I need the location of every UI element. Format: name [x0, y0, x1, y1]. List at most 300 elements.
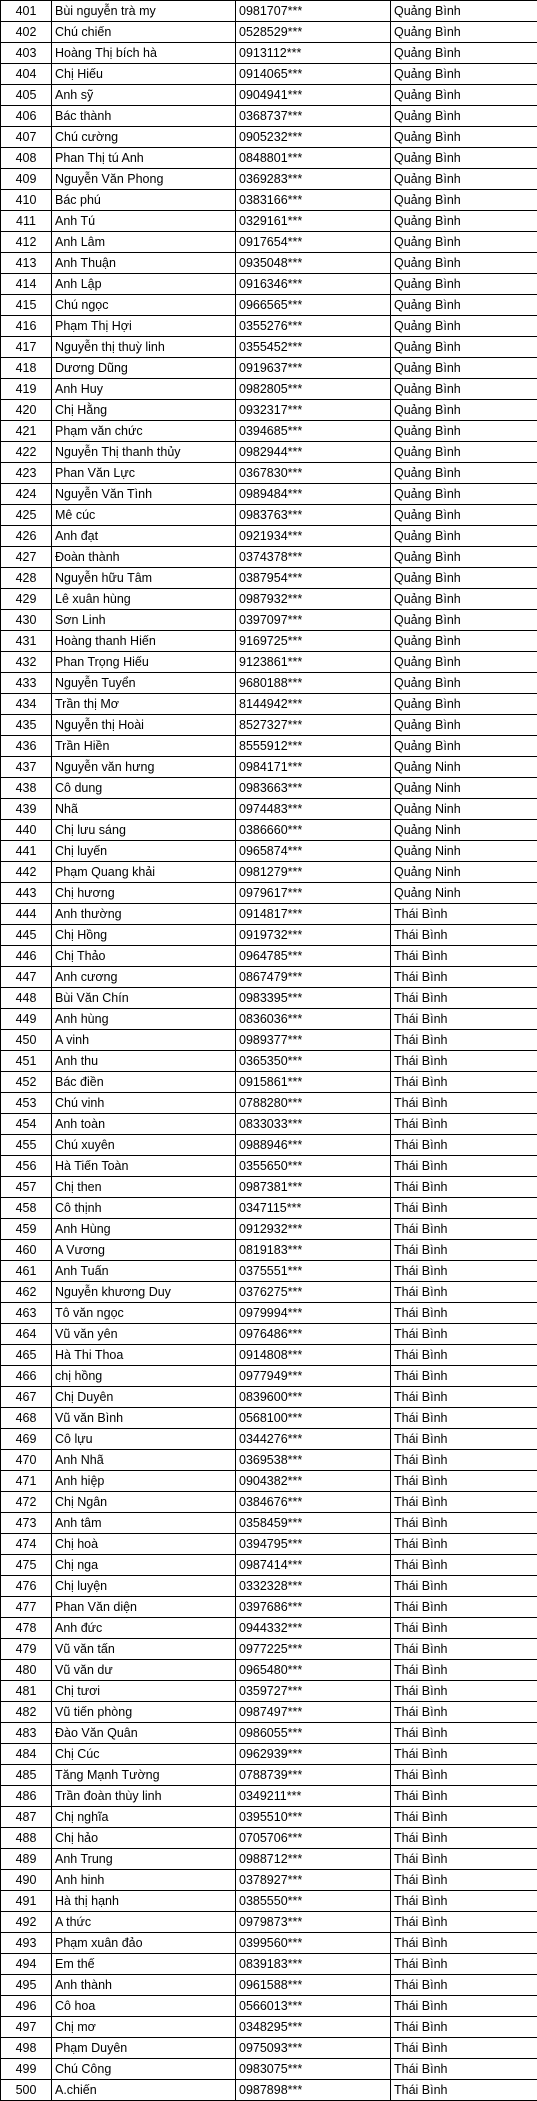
province-cell[interactable]: Quảng Bình	[391, 358, 537, 379]
phone-cell[interactable]: 0983763***	[236, 505, 391, 526]
phone-cell[interactable]: 0989377***	[236, 1030, 391, 1051]
row-number-cell[interactable]: 419	[1, 379, 52, 400]
row-number-cell[interactable]: 479	[1, 1639, 52, 1660]
phone-cell[interactable]: 0965874***	[236, 841, 391, 862]
province-cell[interactable]: Quảng Bình	[391, 211, 537, 232]
phone-cell[interactable]: 0919732***	[236, 925, 391, 946]
province-cell[interactable]: Thái Bình	[391, 1660, 537, 1681]
row-number-cell[interactable]: 469	[1, 1429, 52, 1450]
row-number-cell[interactable]: 486	[1, 1786, 52, 1807]
row-number-cell[interactable]: 463	[1, 1303, 52, 1324]
row-number-cell[interactable]: 488	[1, 1828, 52, 1849]
phone-cell[interactable]: 0399560***	[236, 1933, 391, 1954]
row-number-cell[interactable]: 474	[1, 1534, 52, 1555]
phone-cell[interactable]: 0974483***	[236, 799, 391, 820]
row-number-cell[interactable]: 480	[1, 1660, 52, 1681]
name-cell[interactable]: Nguyễn khương Duy	[52, 1282, 236, 1303]
province-cell[interactable]: Quảng Bình	[391, 400, 537, 421]
phone-cell[interactable]: 0347115***	[236, 1198, 391, 1219]
name-cell[interactable]: Nguyễn Tuyển	[52, 673, 236, 694]
name-cell[interactable]: Hà Thi Thoa	[52, 1345, 236, 1366]
phone-cell[interactable]: 0369538***	[236, 1450, 391, 1471]
province-cell[interactable]: Thái Bình	[391, 1303, 537, 1324]
province-cell[interactable]: Thái Bình	[391, 1450, 537, 1471]
phone-cell[interactable]: 0355276***	[236, 316, 391, 337]
row-number-cell[interactable]: 455	[1, 1135, 52, 1156]
phone-cell[interactable]: 0981707***	[236, 1, 391, 22]
name-cell[interactable]: chị hồng	[52, 1366, 236, 1387]
phone-cell[interactable]: 0378927***	[236, 1870, 391, 1891]
province-cell[interactable]: Quảng Bình	[391, 610, 537, 631]
phone-cell[interactable]: 0979994***	[236, 1303, 391, 1324]
phone-cell[interactable]: 0355650***	[236, 1156, 391, 1177]
row-number-cell[interactable]: 408	[1, 148, 52, 169]
name-cell[interactable]: Cô thịnh	[52, 1198, 236, 1219]
row-number-cell[interactable]: 413	[1, 253, 52, 274]
phone-cell[interactable]: 0348295***	[236, 2017, 391, 2038]
province-cell[interactable]: Thái Bình	[391, 1387, 537, 1408]
province-cell[interactable]: Thái Bình	[391, 1618, 537, 1639]
row-number-cell[interactable]: 471	[1, 1471, 52, 1492]
row-number-cell[interactable]: 406	[1, 106, 52, 127]
phone-cell[interactable]: 8527327***	[236, 715, 391, 736]
phone-cell[interactable]: 0988946***	[236, 1135, 391, 1156]
name-cell[interactable]: Phan Văn Lực	[52, 463, 236, 484]
province-cell[interactable]: Thái Bình	[391, 1723, 537, 1744]
row-number-cell[interactable]: 434	[1, 694, 52, 715]
row-number-cell[interactable]: 472	[1, 1492, 52, 1513]
name-cell[interactable]: Anh Thuận	[52, 253, 236, 274]
name-cell[interactable]: Anh Lâm	[52, 232, 236, 253]
row-number-cell[interactable]: 458	[1, 1198, 52, 1219]
row-number-cell[interactable]: 448	[1, 988, 52, 1009]
province-cell[interactable]: Thái Bình	[391, 1807, 537, 1828]
phone-cell[interactable]: 0358459***	[236, 1513, 391, 1534]
province-cell[interactable]: Quảng Bình	[391, 106, 537, 127]
row-number-cell[interactable]: 417	[1, 337, 52, 358]
row-number-cell[interactable]: 424	[1, 484, 52, 505]
name-cell[interactable]: A Vương	[52, 1240, 236, 1261]
row-number-cell[interactable]: 460	[1, 1240, 52, 1261]
row-number-cell[interactable]: 498	[1, 2038, 52, 2059]
province-cell[interactable]: Quảng Bình	[391, 484, 537, 505]
row-number-cell[interactable]: 441	[1, 841, 52, 862]
province-cell[interactable]: Thái Bình	[391, 1009, 537, 1030]
row-number-cell[interactable]: 485	[1, 1765, 52, 1786]
province-cell[interactable]: Quảng Ninh	[391, 820, 537, 841]
name-cell[interactable]: Anh Lập	[52, 274, 236, 295]
province-cell[interactable]: Quảng Bình	[391, 379, 537, 400]
name-cell[interactable]: Sơn Linh	[52, 610, 236, 631]
phone-cell[interactable]: 0329161***	[236, 211, 391, 232]
province-cell[interactable]: Quảng Bình	[391, 253, 537, 274]
province-cell[interactable]: Thái Bình	[391, 1072, 537, 1093]
row-number-cell[interactable]: 415	[1, 295, 52, 316]
row-number-cell[interactable]: 484	[1, 1744, 52, 1765]
row-number-cell[interactable]: 440	[1, 820, 52, 841]
row-number-cell[interactable]: 423	[1, 463, 52, 484]
phone-cell[interactable]: 0904382***	[236, 1471, 391, 1492]
phone-cell[interactable]: 0916346***	[236, 274, 391, 295]
name-cell[interactable]: Anh tâm	[52, 1513, 236, 1534]
name-cell[interactable]: Tô văn ngọc	[52, 1303, 236, 1324]
province-cell[interactable]: Thái Bình	[391, 1828, 537, 1849]
province-cell[interactable]: Thái Bình	[391, 1240, 537, 1261]
row-number-cell[interactable]: 410	[1, 190, 52, 211]
row-number-cell[interactable]: 477	[1, 1597, 52, 1618]
phone-cell[interactable]: 0961588***	[236, 1975, 391, 1996]
phone-cell[interactable]: 9680188***	[236, 673, 391, 694]
name-cell[interactable]: Bác điền	[52, 1072, 236, 1093]
name-cell[interactable]: Anh hinh	[52, 1870, 236, 1891]
row-number-cell[interactable]: 438	[1, 778, 52, 799]
phone-cell[interactable]: 0867479***	[236, 967, 391, 988]
row-number-cell[interactable]: 418	[1, 358, 52, 379]
phone-cell[interactable]: 0397097***	[236, 610, 391, 631]
row-number-cell[interactable]: 467	[1, 1387, 52, 1408]
name-cell[interactable]: Bùi nguyễn trà my	[52, 1, 236, 22]
phone-cell[interactable]: 0987932***	[236, 589, 391, 610]
phone-cell[interactable]: 0982805***	[236, 379, 391, 400]
province-cell[interactable]: Thái Bình	[391, 1324, 537, 1345]
row-number-cell[interactable]: 435	[1, 715, 52, 736]
phone-cell[interactable]: 0566013***	[236, 1996, 391, 2017]
province-cell[interactable]: Quảng Bình	[391, 190, 537, 211]
phone-cell[interactable]: 0979617***	[236, 883, 391, 904]
name-cell[interactable]: Chị nghĩa	[52, 1807, 236, 1828]
row-number-cell[interactable]: 487	[1, 1807, 52, 1828]
province-cell[interactable]: Thái Bình	[391, 2059, 537, 2080]
province-cell[interactable]: Quảng Bình	[391, 64, 537, 85]
name-cell[interactable]: Chị mơ	[52, 2017, 236, 2038]
phone-cell[interactable]: 0344276***	[236, 1429, 391, 1450]
phone-cell[interactable]: 0905232***	[236, 127, 391, 148]
phone-cell[interactable]: 0848801***	[236, 148, 391, 169]
phone-cell[interactable]: 0965480***	[236, 1660, 391, 1681]
name-cell[interactable]: Chú vinh	[52, 1093, 236, 1114]
phone-cell[interactable]: 0365350***	[236, 1051, 391, 1072]
phone-cell[interactable]: 0395510***	[236, 1807, 391, 1828]
phone-cell[interactable]: 0984171***	[236, 757, 391, 778]
name-cell[interactable]: Anh đức	[52, 1618, 236, 1639]
name-cell[interactable]: A.chiến	[52, 2080, 236, 2101]
name-cell[interactable]: Nhã	[52, 799, 236, 820]
name-cell[interactable]: Anh Hùng	[52, 1219, 236, 1240]
name-cell[interactable]: Anh cương	[52, 967, 236, 988]
phone-cell[interactable]: 0935048***	[236, 253, 391, 274]
phone-cell[interactable]: 0975093***	[236, 2038, 391, 2059]
phone-cell[interactable]: 0979873***	[236, 1912, 391, 1933]
name-cell[interactable]: Chị nga	[52, 1555, 236, 1576]
row-number-cell[interactable]: 447	[1, 967, 52, 988]
name-cell[interactable]: Chú chiến	[52, 22, 236, 43]
name-cell[interactable]: Đoàn thành	[52, 547, 236, 568]
name-cell[interactable]: Hoàng thanh Hiến	[52, 631, 236, 652]
row-number-cell[interactable]: 495	[1, 1975, 52, 1996]
phone-cell[interactable]: 0912932***	[236, 1219, 391, 1240]
name-cell[interactable]: Lê xuân hùng	[52, 589, 236, 610]
name-cell[interactable]: Bác phú	[52, 190, 236, 211]
name-cell[interactable]: Vũ văn yên	[52, 1324, 236, 1345]
row-number-cell[interactable]: 497	[1, 2017, 52, 2038]
name-cell[interactable]: Chị luyến	[52, 841, 236, 862]
name-cell[interactable]: Anh Trung	[52, 1849, 236, 1870]
row-number-cell[interactable]: 475	[1, 1555, 52, 1576]
province-cell[interactable]: Thái Bình	[391, 1933, 537, 1954]
phone-cell[interactable]: 0528529***	[236, 22, 391, 43]
row-number-cell[interactable]: 482	[1, 1702, 52, 1723]
province-cell[interactable]: Quảng Bình	[391, 127, 537, 148]
province-cell[interactable]: Quảng Ninh	[391, 778, 537, 799]
province-cell[interactable]: Thái Bình	[391, 1996, 537, 2017]
row-number-cell[interactable]: 439	[1, 799, 52, 820]
province-cell[interactable]: Quảng Bình	[391, 169, 537, 190]
phone-cell[interactable]: 0988712***	[236, 1849, 391, 1870]
name-cell[interactable]: Chị lưu sáng	[52, 820, 236, 841]
province-cell[interactable]: Quảng Bình	[391, 547, 537, 568]
phone-cell[interactable]: 0914065***	[236, 64, 391, 85]
province-cell[interactable]: Quảng Bình	[391, 337, 537, 358]
name-cell[interactable]: Anh thu	[52, 1051, 236, 1072]
row-number-cell[interactable]: 466	[1, 1366, 52, 1387]
row-number-cell[interactable]: 461	[1, 1261, 52, 1282]
province-cell[interactable]: Quảng Bình	[391, 421, 537, 442]
row-number-cell[interactable]: 403	[1, 43, 52, 64]
phone-cell[interactable]: 0944332***	[236, 1618, 391, 1639]
phone-cell[interactable]: 0833033***	[236, 1114, 391, 1135]
row-number-cell[interactable]: 490	[1, 1870, 52, 1891]
province-cell[interactable]: Quảng Bình	[391, 85, 537, 106]
name-cell[interactable]: Anh Huy	[52, 379, 236, 400]
name-cell[interactable]: A thức	[52, 1912, 236, 1933]
name-cell[interactable]: Nguyễn Thị thanh thủy	[52, 442, 236, 463]
row-number-cell[interactable]: 481	[1, 1681, 52, 1702]
phone-cell[interactable]: 0962939***	[236, 1744, 391, 1765]
row-number-cell[interactable]: 416	[1, 316, 52, 337]
phone-cell[interactable]: 0839183***	[236, 1954, 391, 1975]
phone-cell[interactable]: 0788280***	[236, 1093, 391, 1114]
row-number-cell[interactable]: 462	[1, 1282, 52, 1303]
name-cell[interactable]: Nguyễn thị Hoài	[52, 715, 236, 736]
name-cell[interactable]: Anh Tuấn	[52, 1261, 236, 1282]
row-number-cell[interactable]: 442	[1, 862, 52, 883]
province-cell[interactable]: Quảng Bình	[391, 568, 537, 589]
name-cell[interactable]: Cô hoa	[52, 1996, 236, 2017]
province-cell[interactable]: Quảng Bình	[391, 43, 537, 64]
province-cell[interactable]: Thái Bình	[391, 1030, 537, 1051]
province-cell[interactable]: Quảng Bình	[391, 673, 537, 694]
row-number-cell[interactable]: 476	[1, 1576, 52, 1597]
province-cell[interactable]: Thái Bình	[391, 1366, 537, 1387]
phone-cell[interactable]: 0386660***	[236, 820, 391, 841]
province-cell[interactable]: Quảng Bình	[391, 1, 537, 22]
phone-cell[interactable]: 0394685***	[236, 421, 391, 442]
phone-cell[interactable]: 0986055***	[236, 1723, 391, 1744]
name-cell[interactable]: Anh hùng	[52, 1009, 236, 1030]
phone-cell[interactable]: 0982944***	[236, 442, 391, 463]
row-number-cell[interactable]: 452	[1, 1072, 52, 1093]
row-number-cell[interactable]: 431	[1, 631, 52, 652]
phone-cell[interactable]: 0349211***	[236, 1786, 391, 1807]
row-number-cell[interactable]: 443	[1, 883, 52, 904]
phone-cell[interactable]: 0355452***	[236, 337, 391, 358]
row-number-cell[interactable]: 437	[1, 757, 52, 778]
name-cell[interactable]: Anh Tú	[52, 211, 236, 232]
phone-cell[interactable]: 0384676***	[236, 1492, 391, 1513]
row-number-cell[interactable]: 493	[1, 1933, 52, 1954]
province-cell[interactable]: Thái Bình	[391, 946, 537, 967]
province-cell[interactable]: Quảng Bình	[391, 148, 537, 169]
row-number-cell[interactable]: 491	[1, 1891, 52, 1912]
phone-cell[interactable]: 0987898***	[236, 2080, 391, 2101]
province-cell[interactable]: Thái Bình	[391, 1156, 537, 1177]
province-cell[interactable]: Quảng Bình	[391, 736, 537, 757]
province-cell[interactable]: Quảng Bình	[391, 442, 537, 463]
name-cell[interactable]: Vũ văn Bình	[52, 1408, 236, 1429]
phone-cell[interactable]: 0568100***	[236, 1408, 391, 1429]
row-number-cell[interactable]: 414	[1, 274, 52, 295]
name-cell[interactable]: Phạm xuân đảo	[52, 1933, 236, 1954]
province-cell[interactable]: Thái Bình	[391, 1786, 537, 1807]
name-cell[interactable]: Chú xuyên	[52, 1135, 236, 1156]
name-cell[interactable]: Chị Hồng	[52, 925, 236, 946]
name-cell[interactable]: Chị Hằng	[52, 400, 236, 421]
name-cell[interactable]: Anh sỹ	[52, 85, 236, 106]
row-number-cell[interactable]: 451	[1, 1051, 52, 1072]
phone-cell[interactable]: 0705706***	[236, 1828, 391, 1849]
phone-cell[interactable]: 0966565***	[236, 295, 391, 316]
row-number-cell[interactable]: 427	[1, 547, 52, 568]
province-cell[interactable]: Thái Bình	[391, 1219, 537, 1240]
name-cell[interactable]: Chị Ngân	[52, 1492, 236, 1513]
province-cell[interactable]: Thái Bình	[391, 1849, 537, 1870]
name-cell[interactable]: Chú cường	[52, 127, 236, 148]
name-cell[interactable]: Anh thành	[52, 1975, 236, 1996]
row-number-cell[interactable]: 412	[1, 232, 52, 253]
province-cell[interactable]: Thái Bình	[391, 1975, 537, 1996]
row-number-cell[interactable]: 464	[1, 1324, 52, 1345]
phone-cell[interactable]: 0836036***	[236, 1009, 391, 1030]
phone-cell[interactable]: 0375551***	[236, 1261, 391, 1282]
row-number-cell[interactable]: 402	[1, 22, 52, 43]
name-cell[interactable]: Chị hảo	[52, 1828, 236, 1849]
province-cell[interactable]: Thái Bình	[391, 1408, 537, 1429]
row-number-cell[interactable]: 468	[1, 1408, 52, 1429]
phone-cell[interactable]: 0987497***	[236, 1702, 391, 1723]
province-cell[interactable]: Quảng Ninh	[391, 841, 537, 862]
province-cell[interactable]: Thái Bình	[391, 1513, 537, 1534]
province-cell[interactable]: Thái Bình	[391, 1345, 537, 1366]
phone-cell[interactable]: 0915861***	[236, 1072, 391, 1093]
name-cell[interactable]: Hoàng Thị bích hà	[52, 43, 236, 64]
row-number-cell[interactable]: 478	[1, 1618, 52, 1639]
name-cell[interactable]: Bác thành	[52, 106, 236, 127]
phone-cell[interactable]: 0788739***	[236, 1765, 391, 1786]
province-cell[interactable]: Quảng Bình	[391, 631, 537, 652]
row-number-cell[interactable]: 470	[1, 1450, 52, 1471]
province-cell[interactable]: Quảng Ninh	[391, 883, 537, 904]
province-cell[interactable]: Quảng Bình	[391, 505, 537, 526]
phone-cell[interactable]: 0914817***	[236, 904, 391, 925]
phone-cell[interactable]: 0914808***	[236, 1345, 391, 1366]
province-cell[interactable]: Thái Bình	[391, 2017, 537, 2038]
name-cell[interactable]: Phạm Duyên	[52, 2038, 236, 2059]
row-number-cell[interactable]: 421	[1, 421, 52, 442]
phone-cell[interactable]: 0976486***	[236, 1324, 391, 1345]
province-cell[interactable]: Thái Bình	[391, 1555, 537, 1576]
province-cell[interactable]: Thái Bình	[391, 1135, 537, 1156]
name-cell[interactable]: Đào Văn Quân	[52, 1723, 236, 1744]
province-cell[interactable]: Quảng Bình	[391, 295, 537, 316]
phone-cell[interactable]: 0369283***	[236, 169, 391, 190]
name-cell[interactable]: Nguyễn Văn Tình	[52, 484, 236, 505]
province-cell[interactable]: Quảng Bình	[391, 526, 537, 547]
name-cell[interactable]: Chú ngọc	[52, 295, 236, 316]
name-cell[interactable]: Trần đoàn thùy linh	[52, 1786, 236, 1807]
phone-cell[interactable]: 0397686***	[236, 1597, 391, 1618]
province-cell[interactable]: Thái Bình	[391, 1261, 537, 1282]
name-cell[interactable]: Trần Hiền	[52, 736, 236, 757]
name-cell[interactable]: Phan Trọng Hiếu	[52, 652, 236, 673]
name-cell[interactable]: Cô lựu	[52, 1429, 236, 1450]
row-number-cell[interactable]: 407	[1, 127, 52, 148]
phone-cell[interactable]: 0332328***	[236, 1576, 391, 1597]
phone-cell[interactable]: 0977225***	[236, 1639, 391, 1660]
phone-cell[interactable]: 8144942***	[236, 694, 391, 715]
row-number-cell[interactable]: 404	[1, 64, 52, 85]
province-cell[interactable]: Thái Bình	[391, 1198, 537, 1219]
row-number-cell[interactable]: 422	[1, 442, 52, 463]
row-number-cell[interactable]: 405	[1, 85, 52, 106]
province-cell[interactable]: Thái Bình	[391, 1639, 537, 1660]
name-cell[interactable]: Chị then	[52, 1177, 236, 1198]
phone-cell[interactable]: 0819183***	[236, 1240, 391, 1261]
name-cell[interactable]: Phạm Quang khải	[52, 862, 236, 883]
name-cell[interactable]: Bùi Văn Chín	[52, 988, 236, 1009]
province-cell[interactable]: Quảng Bình	[391, 22, 537, 43]
phone-cell[interactable]: 0385550***	[236, 1891, 391, 1912]
province-cell[interactable]: Thái Bình	[391, 1891, 537, 1912]
phone-cell[interactable]: 0987381***	[236, 1177, 391, 1198]
name-cell[interactable]: Chị hoà	[52, 1534, 236, 1555]
name-cell[interactable]: Trần thị Mơ	[52, 694, 236, 715]
province-cell[interactable]: Thái Bình	[391, 1744, 537, 1765]
province-cell[interactable]: Thái Bình	[391, 1870, 537, 1891]
name-cell[interactable]: Vũ tiến phòng	[52, 1702, 236, 1723]
row-number-cell[interactable]: 473	[1, 1513, 52, 1534]
row-number-cell[interactable]: 411	[1, 211, 52, 232]
row-number-cell[interactable]: 432	[1, 652, 52, 673]
name-cell[interactable]: A vinh	[52, 1030, 236, 1051]
phone-cell[interactable]: 0394795***	[236, 1534, 391, 1555]
name-cell[interactable]: Anh thường	[52, 904, 236, 925]
phone-cell[interactable]: 0904941***	[236, 85, 391, 106]
province-cell[interactable]: Thái Bình	[391, 925, 537, 946]
phone-cell[interactable]: 0374378***	[236, 547, 391, 568]
phone-cell[interactable]: 0983075***	[236, 2059, 391, 2080]
name-cell[interactable]: Mê cúc	[52, 505, 236, 526]
row-number-cell[interactable]: 459	[1, 1219, 52, 1240]
province-cell[interactable]: Thái Bình	[391, 904, 537, 925]
phone-cell[interactable]: 0368737***	[236, 106, 391, 127]
name-cell[interactable]: Anh hiệp	[52, 1471, 236, 1492]
row-number-cell[interactable]: 496	[1, 1996, 52, 2017]
phone-cell[interactable]: 0964785***	[236, 946, 391, 967]
phone-cell[interactable]: 0987414***	[236, 1555, 391, 1576]
name-cell[interactable]: Tăng Mạnh Tường	[52, 1765, 236, 1786]
province-cell[interactable]: Quảng Bình	[391, 589, 537, 610]
row-number-cell[interactable]: 494	[1, 1954, 52, 1975]
